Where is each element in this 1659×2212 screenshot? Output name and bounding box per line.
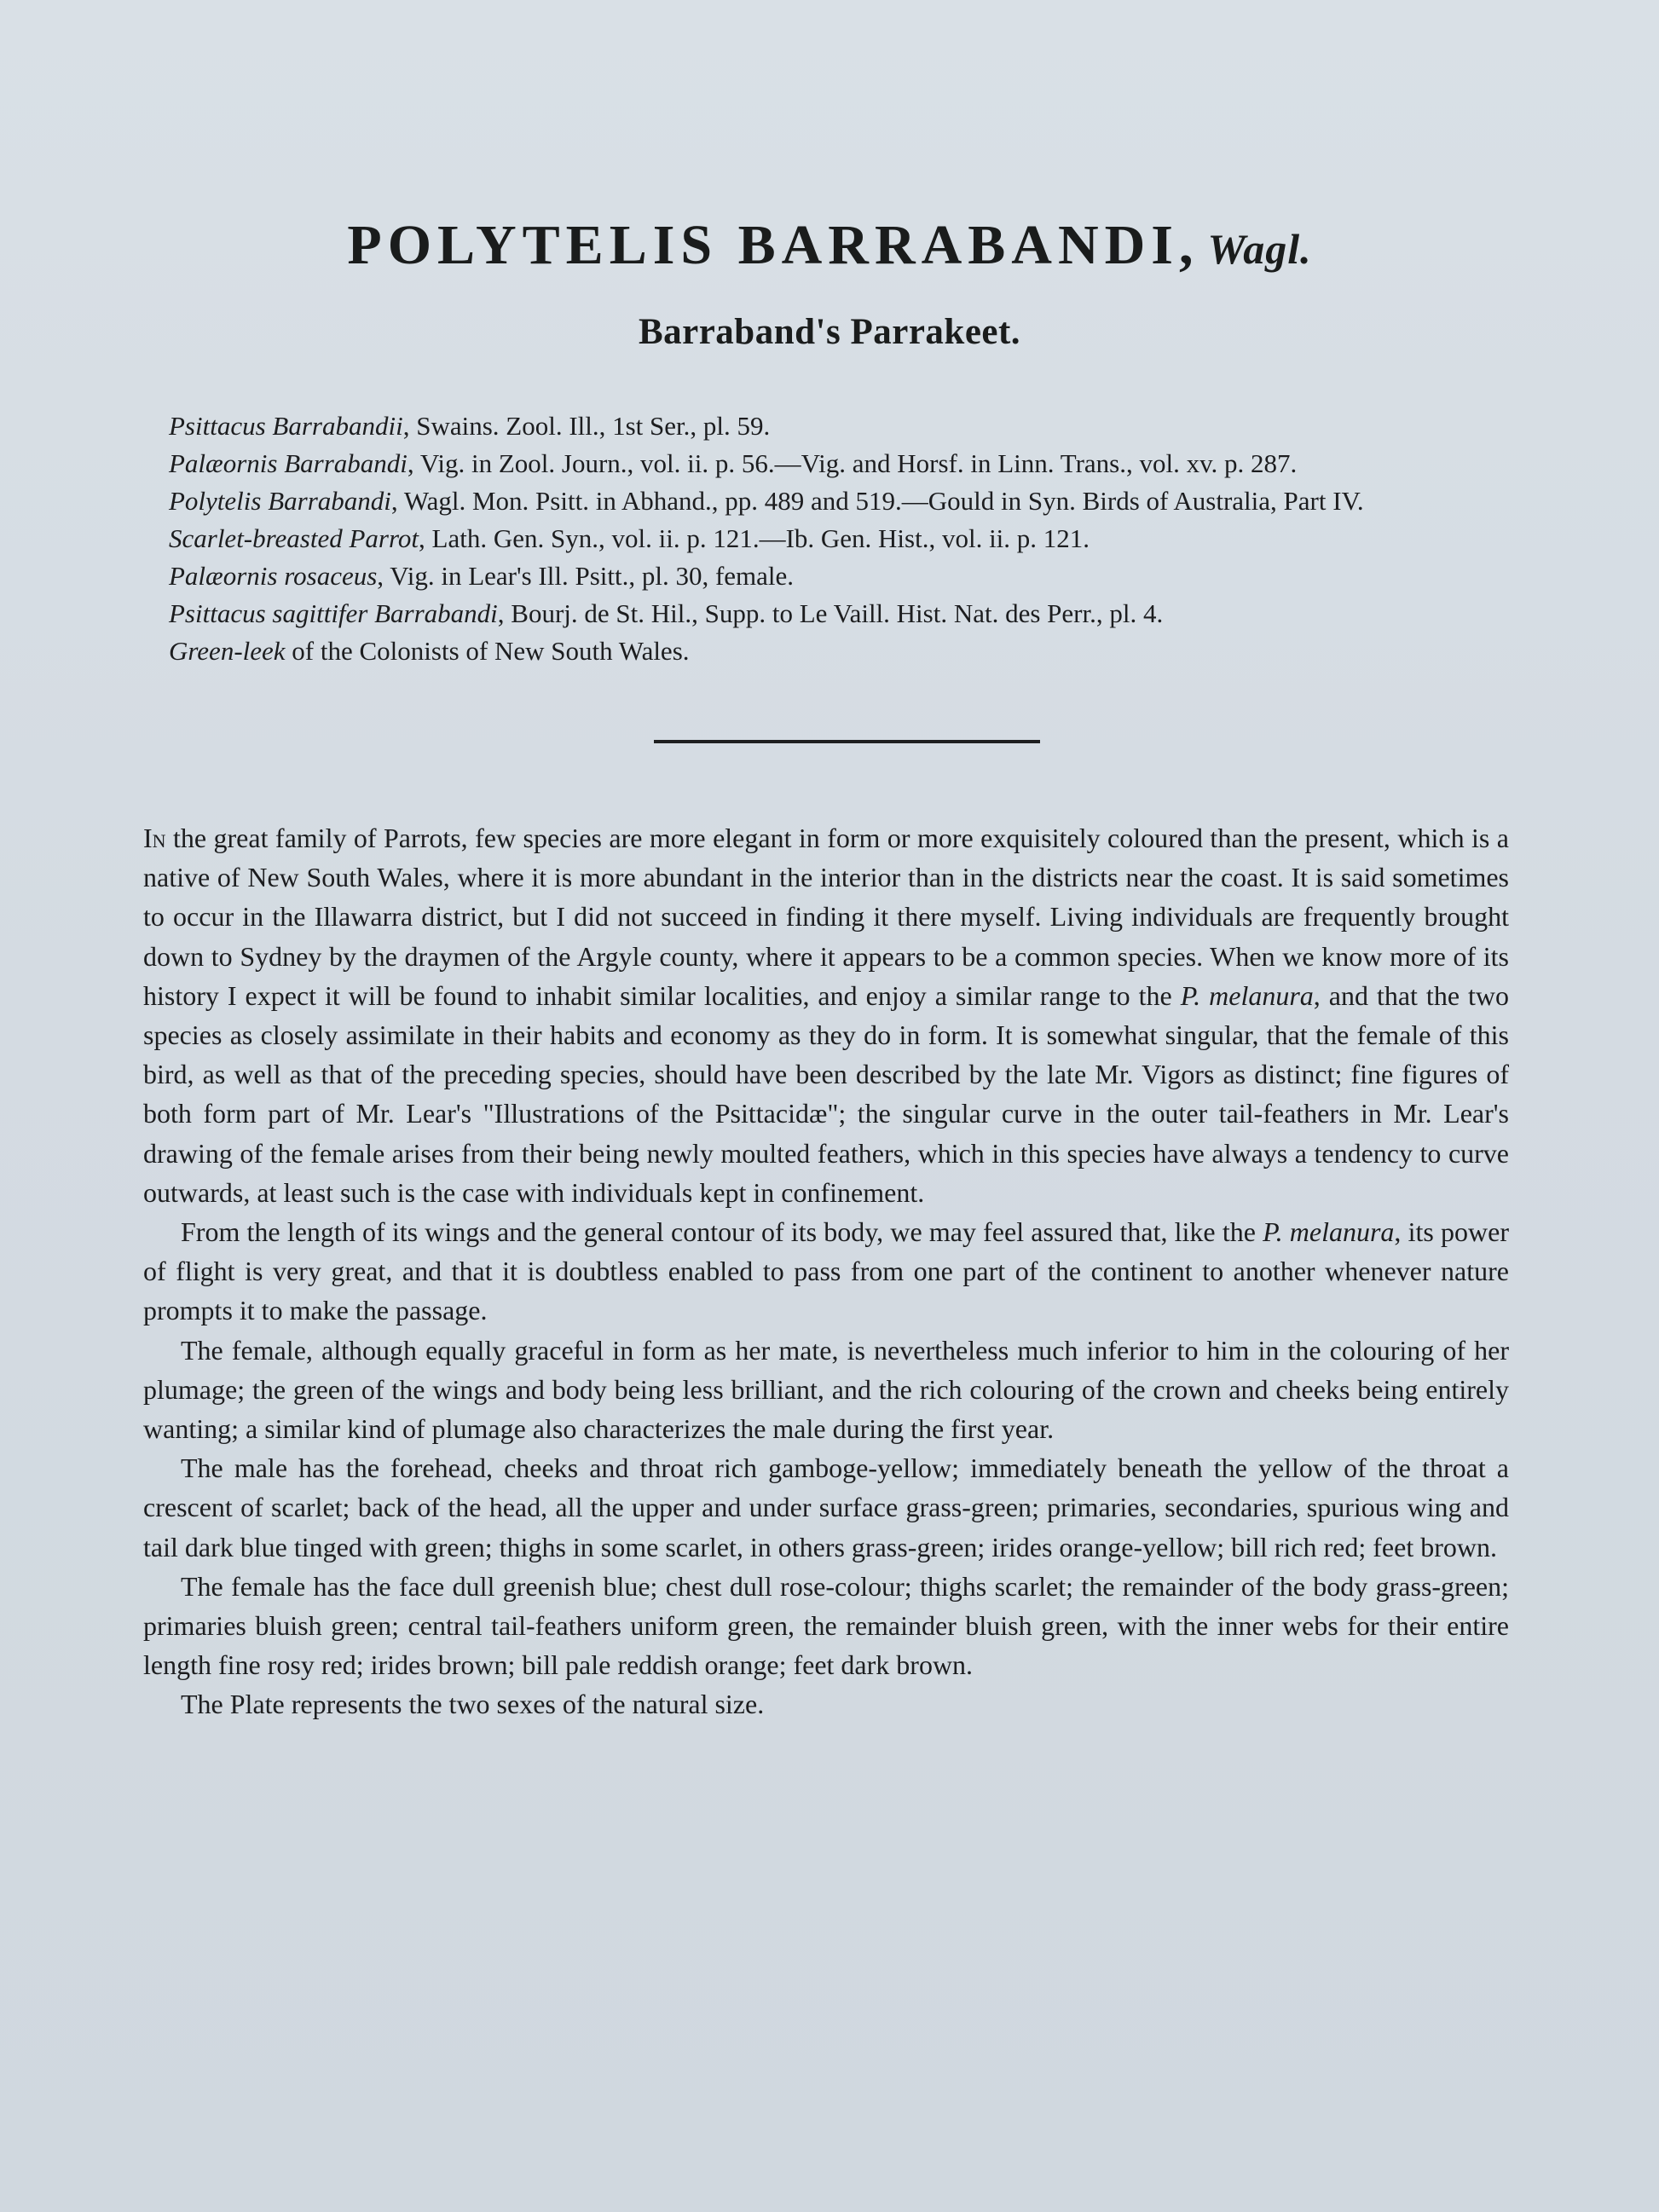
- paragraph-female-description: The female has the face dull greenish blue; chest dull rose-colour; thighs scarlet; the remainder of the body grass-green; primaries bluish green; central tail-feathers uniform green, the remainder bluish green, with the inner webs for their entire length fine rosy red; irides brown; bill pale reddish orange; feet dark brown.: [143, 1570, 1509, 1681]
- synonym-line: [169, 632, 1533, 670]
- synonym-reference: , Wagl. Mon. Psitt. in Abhand., pp. 489 and 519.—Gould in Syn. Birds of Australia, Part IV.: [390, 486, 1364, 516]
- synonymy-list: [169, 407, 1533, 670]
- paragraph-text: the great family of Parrots, few species are more elegant in form or more exquisitely coloured than the present, which is a native of New South Wales, where it is more abundant in the interior than in the districts near the coast. It is said sometimes to occur in the Illawarra district, but I did not succeed in finding it there myself. Living individuals are frequently brought down to Sydney by the draymen of the Argyle county, where it appears to be a common species. When we know more of its history I expect it will be found to inhabit similar localities, and enjoy a similar range to the: [143, 823, 1509, 1011]
- synonym-name: Psittacus sagittifer Barrabandi: [169, 598, 498, 628]
- species-reference: P. melanura: [1263, 1216, 1395, 1248]
- synonym-reference: , Vig. in Zool. Journ., vol. ii. p. 56.—Vig. and Horsf. in Linn. Trans., vol. xv. p. 287.: [407, 448, 1298, 478]
- species-reference: P. melanura: [1180, 979, 1314, 1011]
- synonym-reference: , Bourj. de St. Hil., Supp. to Le Vaill. Hist. Nat. des Perr., pl. 4.: [497, 598, 1164, 628]
- synonym-name: Palæornis Barrabandi: [169, 448, 408, 478]
- synonym-reference: , Swains. Zool. Ill., 1st Ser., pl. 59.: [402, 411, 771, 441]
- synonym-line: [169, 520, 1533, 557]
- page-title: [0, 213, 1659, 278]
- paragraph-male-description: The male has the forehead, cheeks and throat rich gamboge-yellow; immediately beneath the yellow of the throat a crescent of scarlet; back of the head, all the upper and under surface grass-green; primaries, secondaries, spurious wing and tail dark blue tinged with green; thighs in some scarlet, in others grass-green; irides orange-yellow; bill rich red; feet brown.: [143, 1453, 1509, 1562]
- paragraph-female-plumage: The female, although equally graceful in form as her mate, is nevertheless much inferior to him in the colouring of her plumage; the green of the wings and body being less brilliant, and the rich colouring of the crown and cheeks being entirely wanting; a similar kind of plumage also characterizes the male during the first year.: [143, 1334, 1509, 1445]
- synonym-reference: , Vig. in Lear's Ill. Psitt., pl. 30, female.: [377, 561, 795, 591]
- species-author: Wagl.: [1207, 225, 1312, 273]
- synonym-line: [169, 407, 1533, 445]
- body-text: [143, 818, 1509, 1724]
- synonym-reference: , Lath. Gen. Syn., vol. ii. p. 121.—Ib. Gen. Hist., vol. ii. p. 121.: [419, 523, 1090, 553]
- paragraph-text: From the length of its wings and the general contour of its body, we may feel assured that, like the: [181, 1216, 1263, 1248]
- synonym-line: [169, 482, 1533, 520]
- synonym-name: Palæornis rosaceus: [169, 561, 378, 591]
- paragraph-intro: [143, 818, 1509, 1212]
- paragraph-flight: [143, 1212, 1509, 1331]
- synonym-line: [169, 557, 1533, 595]
- synonym-name: Green-leek: [169, 636, 286, 666]
- synonym-line: [169, 595, 1533, 632]
- common-name: Barraband's Parrakeet.: [638, 312, 1021, 352]
- synonym-line: [169, 445, 1533, 482]
- paragraph-plate-note: The Plate represents the two sexes of the natural size.: [181, 1689, 765, 1720]
- synonym-name: Polytelis Barrabandi: [169, 486, 391, 516]
- drop-cap: In: [143, 823, 166, 853]
- paragraph-text: , and that the two species as closely assimilate in their habits and economy as they do in form. It is somewhat singular, that the female of this bird, as well as that of the preceding species, should have been described by the late Mr. Vigors as distinct; fine figures of both form part of Mr. Lear's "Illustrations of the Psittacidæ"; the singular curve in the outer tail-feathers in Mr. Lear's drawing of the female arises from their being newly moulted feathers, which in this species have always a tendency to curve outwards, at least such is the case with individuals kept in confinement.: [143, 979, 1510, 1208]
- paragraph-text: , its power of flight is very great, and that it is doubtless enabled to pass from one part of the continent to another whenever nature prompts it to make the passage.: [143, 1216, 1510, 1326]
- synonym-name: Scarlet-breasted Parrot: [169, 523, 419, 553]
- synonym-name: Psittacus Barrabandii: [169, 411, 403, 441]
- synonym-reference: of the Colonists of New South Wales.: [285, 636, 690, 666]
- section-divider: [654, 740, 1040, 743]
- species-name: POLYTELIS BARRABANDI,: [347, 214, 1199, 276]
